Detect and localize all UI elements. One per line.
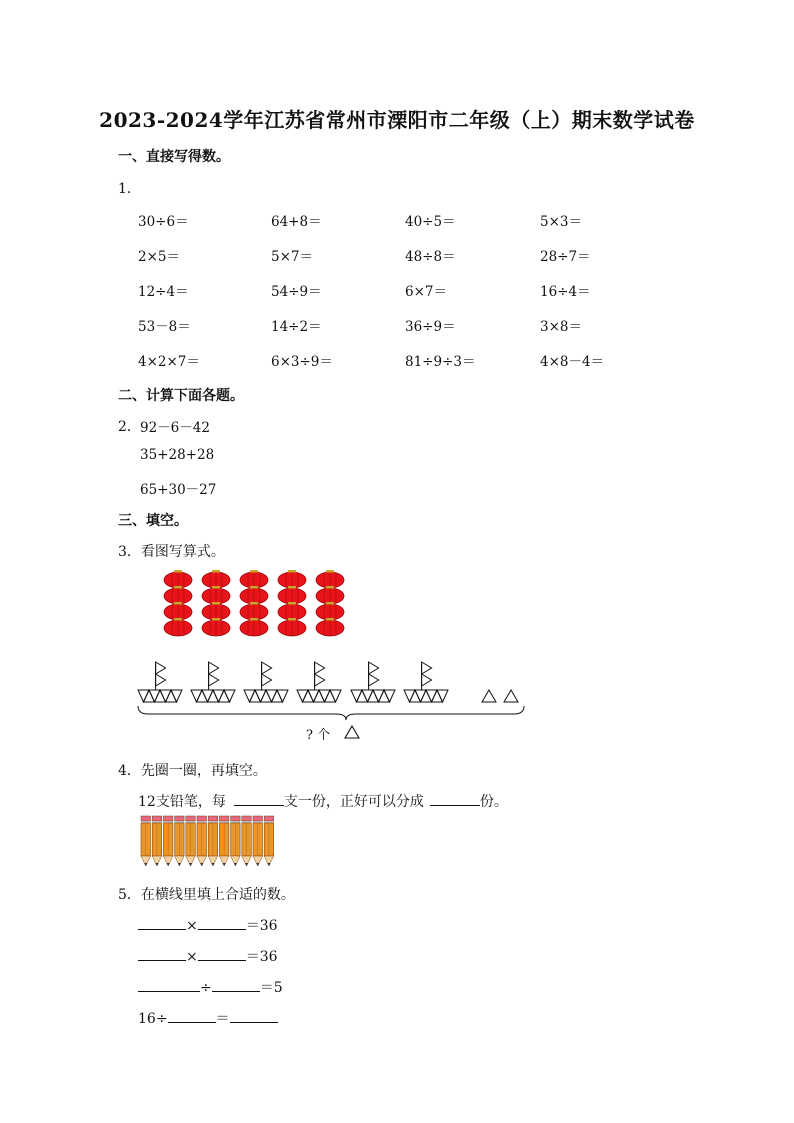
mental-math-item: 12÷4＝ — [138, 284, 189, 300]
q5-l2-rest: ＝36 — [245, 949, 278, 965]
pencil-icon — [253, 816, 263, 866]
q5-l3-blank-b[interactable] — [212, 977, 260, 992]
triangle-boat-icon — [244, 662, 288, 702]
pencil-icon — [197, 816, 207, 866]
mental-math-item: 3×8＝ — [540, 319, 582, 335]
q4-sentence — [138, 791, 508, 811]
mental-math-item: 5×7＝ — [271, 249, 313, 265]
question-2-number: 2． — [118, 419, 141, 435]
lantern-icon — [316, 618, 344, 636]
mental-math-item: 4×2×7＝ — [138, 354, 200, 370]
pencil-icon — [152, 816, 162, 866]
lantern-icon — [202, 618, 230, 636]
mental-math-item: 16÷4＝ — [540, 284, 591, 300]
q2-item-1: 92－6－42 — [140, 420, 210, 436]
mental-math-item: 81÷9÷3＝ — [405, 354, 476, 370]
q5-l3-blank-a[interactable] — [138, 977, 200, 992]
q5-l1-blank-a[interactable] — [138, 915, 186, 930]
mental-math-item: 14÷2＝ — [271, 319, 322, 335]
pencil-icon — [163, 816, 173, 866]
pencil-icon — [231, 816, 241, 866]
pencil-icon — [186, 816, 196, 866]
q5-l4-pre: 16÷ — [138, 1011, 168, 1027]
mental-math-item: 53－8＝ — [138, 319, 191, 335]
lantern-icon — [164, 618, 192, 636]
lantern-icon — [316, 570, 344, 588]
lantern-icon — [164, 602, 192, 620]
mental-math-item: 4×8－4＝ — [540, 354, 605, 370]
pencil-icon — [141, 816, 151, 866]
mental-math-item: 2×5＝ — [138, 249, 180, 265]
question-1-number: 1． — [118, 181, 141, 197]
triangle-icon — [482, 690, 496, 702]
q2-item-2: 35+28+28 — [140, 447, 215, 463]
mental-math-item: 64+8＝ — [271, 214, 322, 230]
mental-math-item: 54÷9＝ — [271, 284, 322, 300]
lantern-icon — [164, 586, 192, 604]
lantern-icon — [278, 602, 306, 620]
boats-figure — [136, 660, 536, 740]
lantern-icon — [240, 602, 268, 620]
lantern-icon — [316, 602, 344, 620]
pencil-icon — [208, 816, 218, 866]
q5-l4-blank-b[interactable] — [230, 1008, 278, 1023]
lantern-array-figure — [160, 570, 360, 642]
q4-blank-group-count[interactable] — [430, 791, 480, 806]
pencil-icon — [242, 816, 252, 866]
q4-part2: 支一份，正好可以分成 — [283, 794, 424, 810]
caption-triangle-icon — [344, 725, 360, 739]
lantern-icon — [202, 586, 230, 604]
section1-heading: 一、直接写得数。 — [118, 149, 230, 165]
triangle-boat-icon — [404, 662, 448, 702]
lantern-icon — [164, 570, 192, 588]
q5-line-4 — [138, 1008, 278, 1028]
q5-line-2 — [138, 946, 278, 966]
triangle-boat-icon — [191, 662, 235, 702]
lantern-icon — [202, 570, 230, 588]
lantern-icon — [278, 586, 306, 604]
lantern-icon — [278, 618, 306, 636]
q5-l4-blank-a[interactable] — [168, 1008, 216, 1023]
brace-caption: ? 个 — [306, 728, 331, 743]
question-5-label: 5．在横线里填上合适的数。 — [118, 887, 295, 903]
mental-math-item: 28÷7＝ — [540, 249, 591, 265]
pencils-figure — [140, 814, 280, 866]
curly-brace — [138, 706, 524, 720]
q4-part1: 12支铅笔，每 — [138, 794, 226, 810]
triangle-icon — [504, 690, 518, 702]
mental-math-item: 6×7＝ — [405, 284, 447, 300]
triangle-boat-icon — [138, 662, 182, 702]
section2-heading: 二、计算下面各题。 — [118, 388, 244, 404]
q5-line-1 — [138, 915, 278, 935]
q5-l3-op: ÷ — [200, 980, 212, 996]
q5-l1-op: × — [186, 918, 198, 934]
q5-l2-blank-b[interactable] — [198, 946, 246, 961]
q4-blank-group-size[interactable] — [234, 791, 284, 806]
q5-l2-blank-a[interactable] — [138, 946, 186, 961]
lantern-icon — [240, 586, 268, 604]
lantern-icon — [240, 570, 268, 588]
mental-math-item: 30÷6＝ — [138, 214, 189, 230]
pencil-icon — [264, 816, 274, 866]
mental-math-item: 6×3÷9＝ — [271, 354, 333, 370]
lantern-icon — [278, 570, 306, 588]
question-3-label: 3．看图写算式。 — [118, 544, 225, 560]
q5-l1-blank-b[interactable] — [198, 915, 246, 930]
pencil-icon — [175, 816, 185, 866]
q5-l3-rest: ＝5 — [259, 980, 283, 996]
mental-math-item: 36÷9＝ — [405, 319, 456, 335]
q5-l1-rest: ＝36 — [245, 918, 278, 934]
lantern-icon — [240, 618, 268, 636]
pencil-icon — [219, 816, 229, 866]
mental-math-item: 5×3＝ — [540, 214, 582, 230]
section3-heading: 三、填空。 — [118, 513, 188, 529]
lantern-icon — [202, 602, 230, 620]
q5-line-3 — [138, 977, 283, 997]
lantern-icon — [316, 586, 344, 604]
mental-math-item: 48÷8＝ — [405, 249, 456, 265]
page-title: 2023-2024学年江苏省常州市溧阳市二年级（上）期末数学试卷 — [99, 108, 695, 132]
q5-l4-eq: ＝ — [215, 1011, 230, 1027]
q5-l2-op: × — [186, 949, 198, 965]
q2-item-3: 65+30－27 — [140, 482, 217, 498]
triangle-boat-icon — [297, 662, 341, 702]
mental-math-item: 40÷5＝ — [405, 214, 456, 230]
question-4-label: 4．先圈一圈，再填空。 — [118, 763, 267, 779]
triangle-boat-icon — [351, 662, 395, 702]
q4-part3: 份。 — [479, 794, 508, 810]
